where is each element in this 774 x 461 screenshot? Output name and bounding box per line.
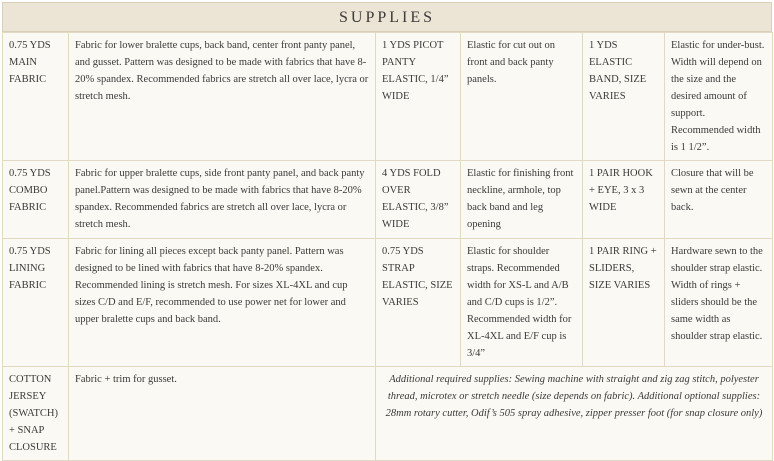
table-row	[3, 161, 773, 239]
notion-description: Closure that will be sewn at the center back.	[665, 161, 773, 239]
notion-qty: 4 YDS FOLD OVER ELASTIC, 3/8” WIDE	[376, 161, 461, 239]
notion-qty: 1 PAIR RING + SLIDERS, SIZE VARIES	[583, 239, 665, 367]
notion-qty: 1 PAIR HOOK + EYE, 3 x 3 WIDE	[583, 161, 665, 239]
fabric-qty: 0.75 YDS LINING FABRIC	[3, 239, 69, 367]
table-row	[3, 33, 773, 161]
notion-description: Hardware sewn to the shoulder strap elastic. Width of rings + sliders should be the same width as shoulder strap elastic.	[665, 239, 773, 367]
notion-description: Elastic for under-bust. Width will depend on the size and the desired amount of support. Recommended width is 1 1/2”.	[665, 33, 773, 161]
table-row	[3, 239, 773, 367]
notion-qty: 1 YDS PICOT PANTY ELASTIC, 1/4” WIDE	[376, 33, 461, 161]
notion-description: Elastic for shoulder straps. Recommended width for XS-L and A/B and C/D cups is 1/2”. Recommended width for XL-4XL and E/F cup is 3/4”	[461, 239, 583, 367]
fabric-qty: 0.75 YDS COMBO FABRIC	[3, 161, 69, 239]
supplies-sheet	[2, 2, 772, 458]
notion-description: Elastic for finishing front neckline, armhole, top back band and leg opening	[461, 161, 583, 239]
additional-supplies-note: Additional required supplies: Sewing machine with straight and zig zag stitch, polyester thread, microtex or stretch needle (size depends on fabric). Additional optional supplies: 28mm rotary cutter, Odif’s 505 spray adhesive, zipper presser foot (for snap closure only)	[376, 367, 773, 461]
fabric-description: Fabric for lower bralette cups, back band, center front panty panel, and gusset. Pattern was designed to be made with fabrics that have 8-20% spandex. Recommended fabrics are stretch all over lace, lycra or stretch mesh.	[69, 33, 376, 161]
table-row	[3, 367, 773, 461]
fabric-description: Fabric + trim for gusset.	[69, 367, 376, 461]
notion-qty: 0.75 YDS STRAP ELASTIC, SIZE VARIES	[376, 239, 461, 367]
fabric-qty: COTTON JERSEY (SWATCH) + SNAP CLOSURE	[3, 367, 69, 461]
fabric-qty: 0.75 YDS MAIN FABRIC	[3, 33, 69, 161]
notion-description: Elastic for cut out on front and back panty panels.	[461, 33, 583, 161]
fabric-description: Fabric for upper bralette cups, side front panty panel, and back panty panel.Pattern was designed to be made with fabrics that have 8-20% spandex. Recommended fabrics are stretch all over lace, lycra or stretch mesh.	[69, 161, 376, 239]
supplies-table	[2, 32, 773, 461]
fabric-description: Fabric for lining all pieces except back panty panel. Pattern was designed to be lined with fabrics that have 8-20% spandex. Recommended lining is stretch mesh. For sizes XL-4XL and cup sizes C/D and E/F, recommended to use power net for lower and upper bralette cups and back band.	[69, 239, 376, 367]
supplies-title: SUPPLIES	[2, 2, 772, 32]
notion-qty: 1 YDS ELASTIC BAND, SIZE VARIES	[583, 33, 665, 161]
